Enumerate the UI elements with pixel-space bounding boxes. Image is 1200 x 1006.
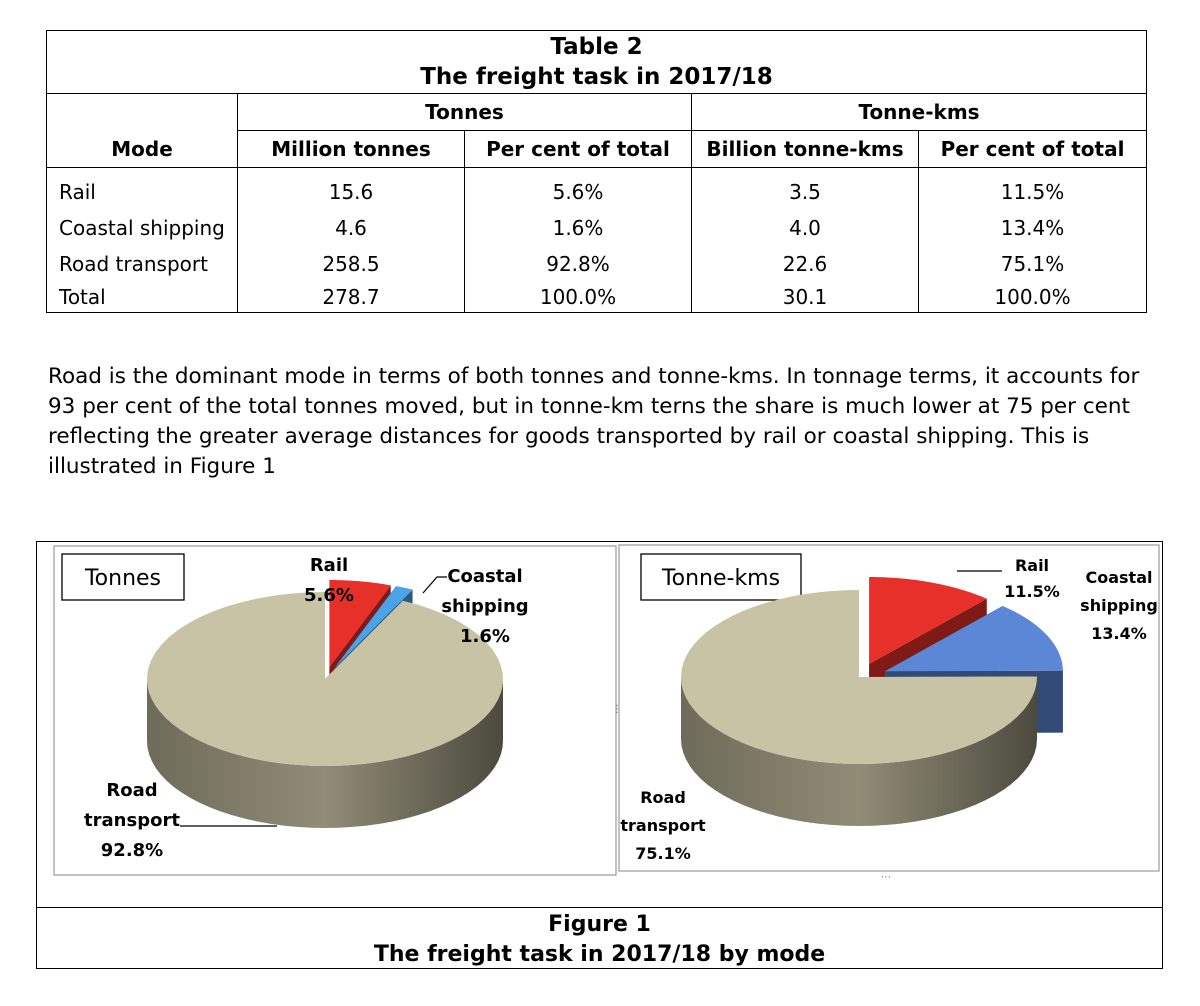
label-coastal-value: 1.6% [460,626,510,647]
pie-slice-road-transport [147,592,503,766]
column-header-million-tonnes: Million tonnes [238,131,465,168]
resize-handle-icon: ⋯ [881,872,891,883]
label-rail-name: Rail [309,555,349,576]
cell-mode: Rail [47,168,238,211]
figure-caption-divider [37,907,1162,908]
column-header-billion-tonne-kms: Billion tonne-kms [692,131,919,168]
cell-tonnes-percent: 5.6% [465,168,692,211]
column-header-tonne-kms-percent: Per cent of total [919,131,1147,168]
cell-million-tonnes: 258.5 [238,246,465,282]
label-rail-value-right: 11.5% [1004,582,1060,601]
header-blank [47,94,238,131]
label-coastal-name-right-2: shipping [1080,596,1158,615]
figure-caption-line2: The freight task in 2017/18 by mode [373,942,826,967]
pie-chart-tonne-kms [681,577,1063,826]
label-road-name-2: transport [84,810,180,831]
label-road-name-1: Road [106,780,158,801]
resize-handle-icon: ⋮ [612,704,622,715]
cell-tonnes-percent: 92.8% [465,246,692,282]
cell-tonne-kms-percent: 75.1% [919,246,1147,282]
table-title-line1: Table 2 [550,34,643,60]
cell-tonne-kms-percent: 100.0% [919,282,1147,313]
table-title [47,31,1147,94]
cell-tonne-kms-percent: 11.5% [919,168,1147,211]
figure-caption [37,910,1162,970]
cell-million-tonnes: 278.7 [238,282,465,313]
label-road-name-right-2: transport [620,816,706,835]
cell-tonnes-percent: 1.6% [465,210,692,246]
figure-charts [37,542,1161,906]
label-rail-value: 5.6% [304,585,354,606]
label-rail-name-right: Rail [1014,556,1050,575]
figure-frame [36,541,1163,969]
chart-title-tonne-kms: Tonne-kms [661,566,781,591]
cell-mode: Road transport [47,246,238,282]
label-road-value-right: 75.1% [635,844,691,863]
freight-table [46,30,1147,313]
cell-million-tonnes: 4.6 [238,210,465,246]
figure-caption-line1: Figure 1 [548,912,651,937]
column-header-tonnes-percent: Per cent of total [465,131,692,168]
cell-billion-tonne-kms: 3.5 [692,168,919,211]
cell-billion-tonne-kms: 22.6 [692,246,919,282]
pie-chart-tonnes [147,580,503,828]
body-paragraph: Road is the dominant mode in terms of both tonnes and tonne-kms. In tonnage terms, it accounts for 93 per cent of the total tonnes moved, but in tonne-km terns the share is much lower at 75 per cent reflecting the greater average distances for goods transported by rail or coastal shipping. This is illustrated in Figure 1 [48,364,1140,479]
leader-line-coastal [423,577,447,593]
cell-million-tonnes: 15.6 [238,168,465,211]
label-coastal-value-right: 13.4% [1091,624,1147,643]
table-row [47,168,1147,211]
table-row [47,210,1147,246]
label-road-value: 92.8% [100,840,164,861]
column-header-mode: Mode [47,131,238,168]
cell-mode: Total [47,282,238,313]
chart-title-tonnes: Tonnes [84,566,162,591]
table-row-total [47,282,1147,313]
cell-billion-tonne-kms: 30.1 [692,282,919,313]
label-road-name-right-1: Road [640,788,686,807]
label-coastal-name-2: shipping [441,596,529,617]
label-coastal-name-1: Coastal [447,566,523,587]
table-title-line2: The freight task in 2017/18 [420,64,773,90]
table-row [47,246,1147,282]
label-coastal-name-right-1: Coastal [1085,568,1153,587]
group-header-tonne-kms: Tonne-kms [692,94,1147,131]
group-header-tonnes: Tonnes [238,94,692,131]
cell-billion-tonne-kms: 4.0 [692,210,919,246]
cell-mode: Coastal shipping [47,210,238,246]
cell-tonnes-percent: 100.0% [465,282,692,313]
cell-tonne-kms-percent: 13.4% [919,210,1147,246]
